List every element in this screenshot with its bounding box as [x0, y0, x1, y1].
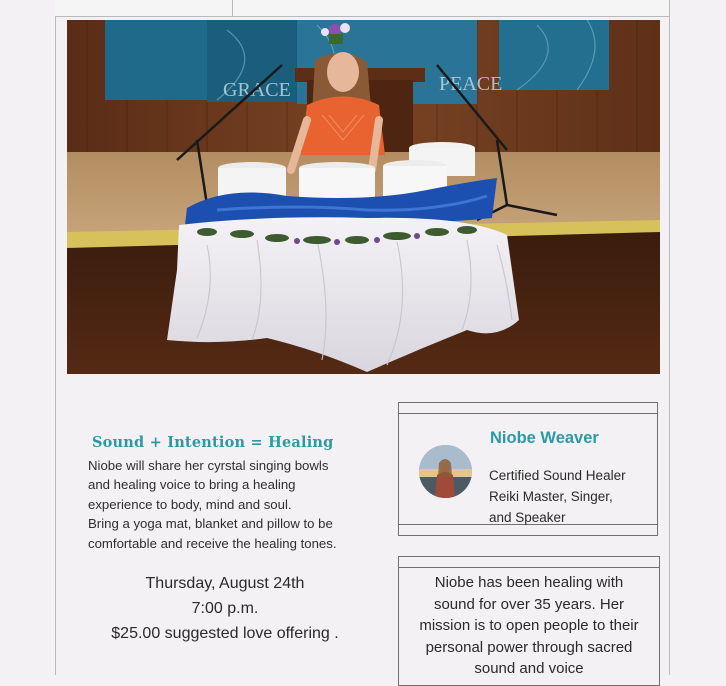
profile-credentials — [489, 465, 626, 528]
description-line: comfortable and receive the healing tones. — [88, 535, 337, 551]
credential-line: Reiki Master, Singer, — [489, 489, 613, 504]
event-details — [95, 571, 355, 646]
page-frame-left — [55, 0, 56, 675]
description-line: experience to body, mind and soul. — [88, 496, 292, 512]
event-tagline: Sound + Intention = Healing — [92, 434, 334, 451]
bio-line: personal power through sacred — [425, 638, 633, 656]
description-line: Bring a yoga mat, blanket and pillow to be — [88, 516, 333, 532]
banner-text-grace: GRACE — [223, 79, 291, 101]
event-description — [88, 456, 388, 553]
bio-line: sound and voice — [474, 660, 584, 677]
bio-line: Niobe has been healing with — [434, 574, 624, 591]
event-date: Thursday, August 24th — [145, 575, 305, 592]
bio-line: mission is to open people to their — [419, 617, 639, 634]
bio-card — [398, 556, 660, 686]
event-offering: $25.00 suggested love offering . — [111, 625, 339, 642]
credential-line: Certified Sound Healer — [489, 468, 626, 483]
profile-name: Niobe Weaver — [490, 429, 599, 447]
page-frame-right — [669, 0, 670, 675]
credential-line: and Speaker — [489, 510, 566, 525]
top-strip — [55, 0, 669, 17]
banner-text-peace: PEACE — [439, 73, 503, 95]
description-line: Niobe will share her cyrstal singing bowls — [88, 458, 329, 473]
bio-text — [403, 572, 655, 680]
profile-card — [398, 402, 658, 536]
card-divider — [399, 413, 657, 414]
bio-line: sound for over 35 years. Her — [433, 595, 625, 613]
card-divider — [399, 567, 659, 568]
event-photo — [67, 20, 660, 374]
top-strip-divider — [232, 0, 233, 16]
avatar — [419, 445, 472, 498]
description-line: and healing voice to bring a healing — [88, 477, 296, 493]
event-time: 7:00 p.m. — [191, 600, 259, 617]
